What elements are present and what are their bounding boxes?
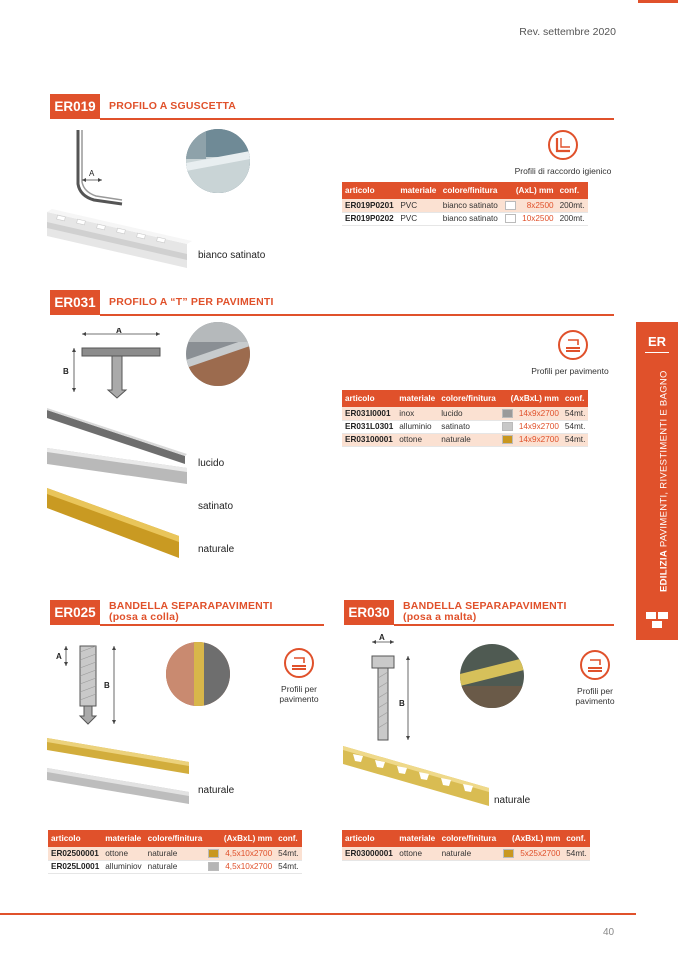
table-row [342, 433, 588, 446]
dim-b-label: B [104, 681, 110, 690]
cell-conf: 54mt. [562, 420, 588, 433]
profile-strips-er031 [47, 408, 192, 566]
cell-swatch [499, 420, 516, 433]
finish-label-naturale: naturale [198, 544, 235, 555]
spec-table-er025 [48, 830, 302, 874]
cell-colore: naturale [438, 433, 499, 446]
color-swatch [505, 214, 516, 223]
cell-colore: lucido [438, 407, 499, 420]
cell-dimensioni: 8x2500 [519, 199, 557, 212]
section-rule-er031 [100, 314, 614, 316]
profile-strip-er030 [343, 742, 493, 814]
cell-dimensioni: 4,5x10x2700 [222, 860, 275, 873]
section-title-line1: BANDELLA SEPARAPAVIMENTI [109, 600, 273, 612]
photo-thumb-er030 [460, 644, 524, 708]
dim-a-label: A [56, 652, 62, 661]
finish-label-er019: bianco satinato [198, 250, 266, 261]
cell-dimensioni: 14x9x2700 [516, 407, 562, 420]
cell-swatch [500, 847, 517, 860]
col-conf: conf. [562, 390, 588, 407]
category-side-tab [636, 322, 678, 640]
cell-materiale: alluminiov [102, 860, 144, 873]
table-header-row [342, 182, 588, 199]
color-swatch [502, 422, 513, 431]
install-type-label-er019: Profili di raccordo igienico [514, 166, 612, 176]
side-tab-divider [645, 352, 669, 353]
install-type-icon-er019 [548, 130, 578, 160]
table-row [48, 847, 302, 860]
cell-colore: satinato [438, 420, 499, 433]
section-rule-er025 [100, 624, 324, 626]
col-colore: colore/finitura [438, 390, 499, 407]
install-type-line2: pavimento [279, 694, 319, 704]
col-colore: colore/finitura [440, 182, 502, 199]
col-articolo: articolo [342, 390, 396, 407]
spec-table-er019 [342, 182, 588, 226]
color-swatch [505, 201, 516, 210]
cell-articolo: ER019P0202 [342, 212, 397, 225]
cell-swatch [499, 433, 516, 446]
section-rule-er019 [100, 118, 614, 120]
col-dimensioni: (AxBxL) mm [205, 830, 275, 847]
photo-thumb-er025 [166, 642, 230, 706]
cell-swatch [205, 847, 222, 860]
table-header-row [342, 830, 590, 847]
cell-conf: 54mt. [275, 847, 301, 860]
cell-swatch [205, 860, 222, 873]
col-articolo: articolo [48, 830, 102, 847]
col-materiale: materiale [396, 390, 438, 407]
cell-articolo: ER019P0201 [342, 199, 397, 212]
section-title-line1: BANDELLA SEPARAPAVIMENTI [403, 600, 567, 612]
color-swatch [502, 409, 513, 418]
cell-conf: 54mt. [562, 407, 588, 420]
cell-materiale: PVC [397, 199, 439, 212]
cell-materiale: ottone [102, 847, 144, 860]
cell-dimensioni: 5x25x2700 [517, 847, 563, 860]
col-materiale: materiale [397, 182, 439, 199]
spec-table-er030 [342, 830, 590, 861]
profile-drawing-er030 [362, 634, 418, 746]
color-swatch [208, 862, 219, 871]
install-type-line2: pavimento [575, 696, 615, 706]
cell-dimensioni: 4,5x10x2700 [222, 847, 275, 860]
cell-articolo: ER031L0301 [342, 420, 396, 433]
section-code-er025: ER025 [50, 600, 100, 625]
section-code-er019: ER019 [50, 94, 100, 119]
cell-swatch [502, 212, 519, 225]
install-type-label-er031: Profili per pavimento [531, 366, 609, 376]
finish-label-satinato: satinato [198, 501, 234, 512]
cell-articolo: ER025L0001 [48, 860, 102, 873]
section-title-er030 [403, 601, 567, 623]
cell-materiale: inox [396, 407, 438, 420]
install-type-line1: Profili per [281, 684, 317, 694]
side-tab-category [659, 370, 670, 592]
col-articolo: articolo [342, 182, 397, 199]
section-title-er025 [109, 601, 273, 623]
dim-b-label: B [399, 699, 405, 708]
cell-colore: bianco satinato [440, 212, 502, 225]
cell-conf: 200mt. [557, 199, 588, 212]
col-dimensioni: (AxBxL) mm [500, 830, 564, 847]
col-colore: colore/finitura [145, 830, 206, 847]
col-materiale: materiale [396, 830, 438, 847]
cell-dimensioni: 10x2500 [519, 212, 557, 225]
revision-label: Rev. settembre 2020 [519, 26, 616, 38]
section-title-line2: (posa a malta) [403, 611, 477, 623]
photo-thumb-er019 [186, 129, 250, 193]
install-type-icon-er031 [558, 330, 588, 360]
col-dimensioni: (AxL) mm [502, 182, 557, 199]
col-colore: colore/finitura [439, 830, 500, 847]
top-accent-bar [638, 0, 678, 3]
col-conf: conf. [563, 830, 590, 847]
profile-drawing-er025 [56, 640, 126, 730]
install-type-icon-er030 [580, 650, 610, 680]
cell-swatch [499, 407, 516, 420]
finish-label-lucido: lucido [198, 458, 225, 469]
cell-conf: 54mt. [275, 860, 301, 873]
cell-colore: naturale [439, 847, 500, 860]
section-title-line2: (posa a colla) [109, 611, 179, 623]
section-code-er031: ER031 [50, 290, 100, 315]
cell-colore: naturale [145, 847, 206, 860]
bricks-icon [646, 612, 668, 628]
profile-strips-er025 [47, 738, 192, 810]
finish-label-er030: naturale [494, 795, 531, 806]
table-header-row [48, 830, 302, 847]
section-code-er030: ER030 [344, 600, 394, 625]
section-title-er031: PROFILO A “T” PER PAVIMENTI [109, 296, 274, 308]
finish-label-er025: naturale [198, 785, 235, 796]
footer-rule [0, 913, 636, 915]
col-conf: conf. [557, 182, 588, 199]
table-header-row [342, 390, 588, 407]
cell-materiale: PVC [397, 212, 439, 225]
page-number: 40 [603, 927, 615, 938]
dim-b-label: B [63, 367, 69, 376]
install-type-icon-er025 [284, 648, 314, 678]
profile-strip-er019 [47, 208, 192, 272]
photo-thumb-er031 [186, 322, 250, 386]
table-row [342, 420, 588, 433]
spec-table-er031 [342, 390, 588, 447]
side-tab-category-rest: PAVIMENTI, RIVESTIMENTI E BAGNO [658, 370, 670, 548]
table-row [342, 407, 588, 420]
side-tab-category-bold: EDILIZIA [658, 550, 670, 592]
install-type-line1: Profili per [577, 686, 613, 696]
cell-conf: 54mt. [563, 847, 590, 860]
dim-a-label: A [89, 169, 95, 178]
cell-conf: 54mt. [562, 433, 588, 446]
cell-articolo: ER031I0001 [342, 407, 396, 420]
table-row [48, 860, 302, 873]
cell-materiale: ottone [396, 433, 438, 446]
col-materiale: materiale [102, 830, 144, 847]
cell-swatch [502, 199, 519, 212]
table-row [342, 847, 590, 860]
cell-articolo: ER03100001 [342, 433, 396, 446]
color-swatch [502, 435, 513, 444]
cell-dimensioni: 14x9x2700 [516, 420, 562, 433]
section-title-er019: PROFILO A SGUSCETTA [109, 100, 237, 112]
table-row [342, 212, 588, 225]
col-conf: conf. [275, 830, 301, 847]
col-dimensioni: (AxBxL) mm [499, 390, 562, 407]
cell-colore: naturale [145, 860, 206, 873]
cell-materiale: alluminio [396, 420, 438, 433]
install-type-label-er025 [268, 684, 330, 704]
cell-articolo: ER02500001 [48, 847, 102, 860]
cell-articolo: ER03000001 [342, 847, 396, 860]
table-row [342, 199, 588, 212]
section-rule-er030 [394, 624, 614, 626]
color-swatch [208, 849, 219, 858]
cell-colore: bianco satinato [440, 199, 502, 212]
cell-materiale: ottone [396, 847, 438, 860]
install-type-label-er030 [564, 686, 626, 706]
cell-dimensioni: 14x9x2700 [516, 433, 562, 446]
profile-drawing-er019 [66, 126, 126, 210]
cell-conf: 200mt. [557, 212, 588, 225]
col-articolo: articolo [342, 830, 396, 847]
side-tab-code: ER [647, 334, 667, 349]
color-swatch [503, 849, 514, 858]
dim-a-label: A [116, 328, 122, 335]
profile-drawing-er031 [60, 328, 170, 400]
dim-a-label: A [379, 634, 385, 642]
